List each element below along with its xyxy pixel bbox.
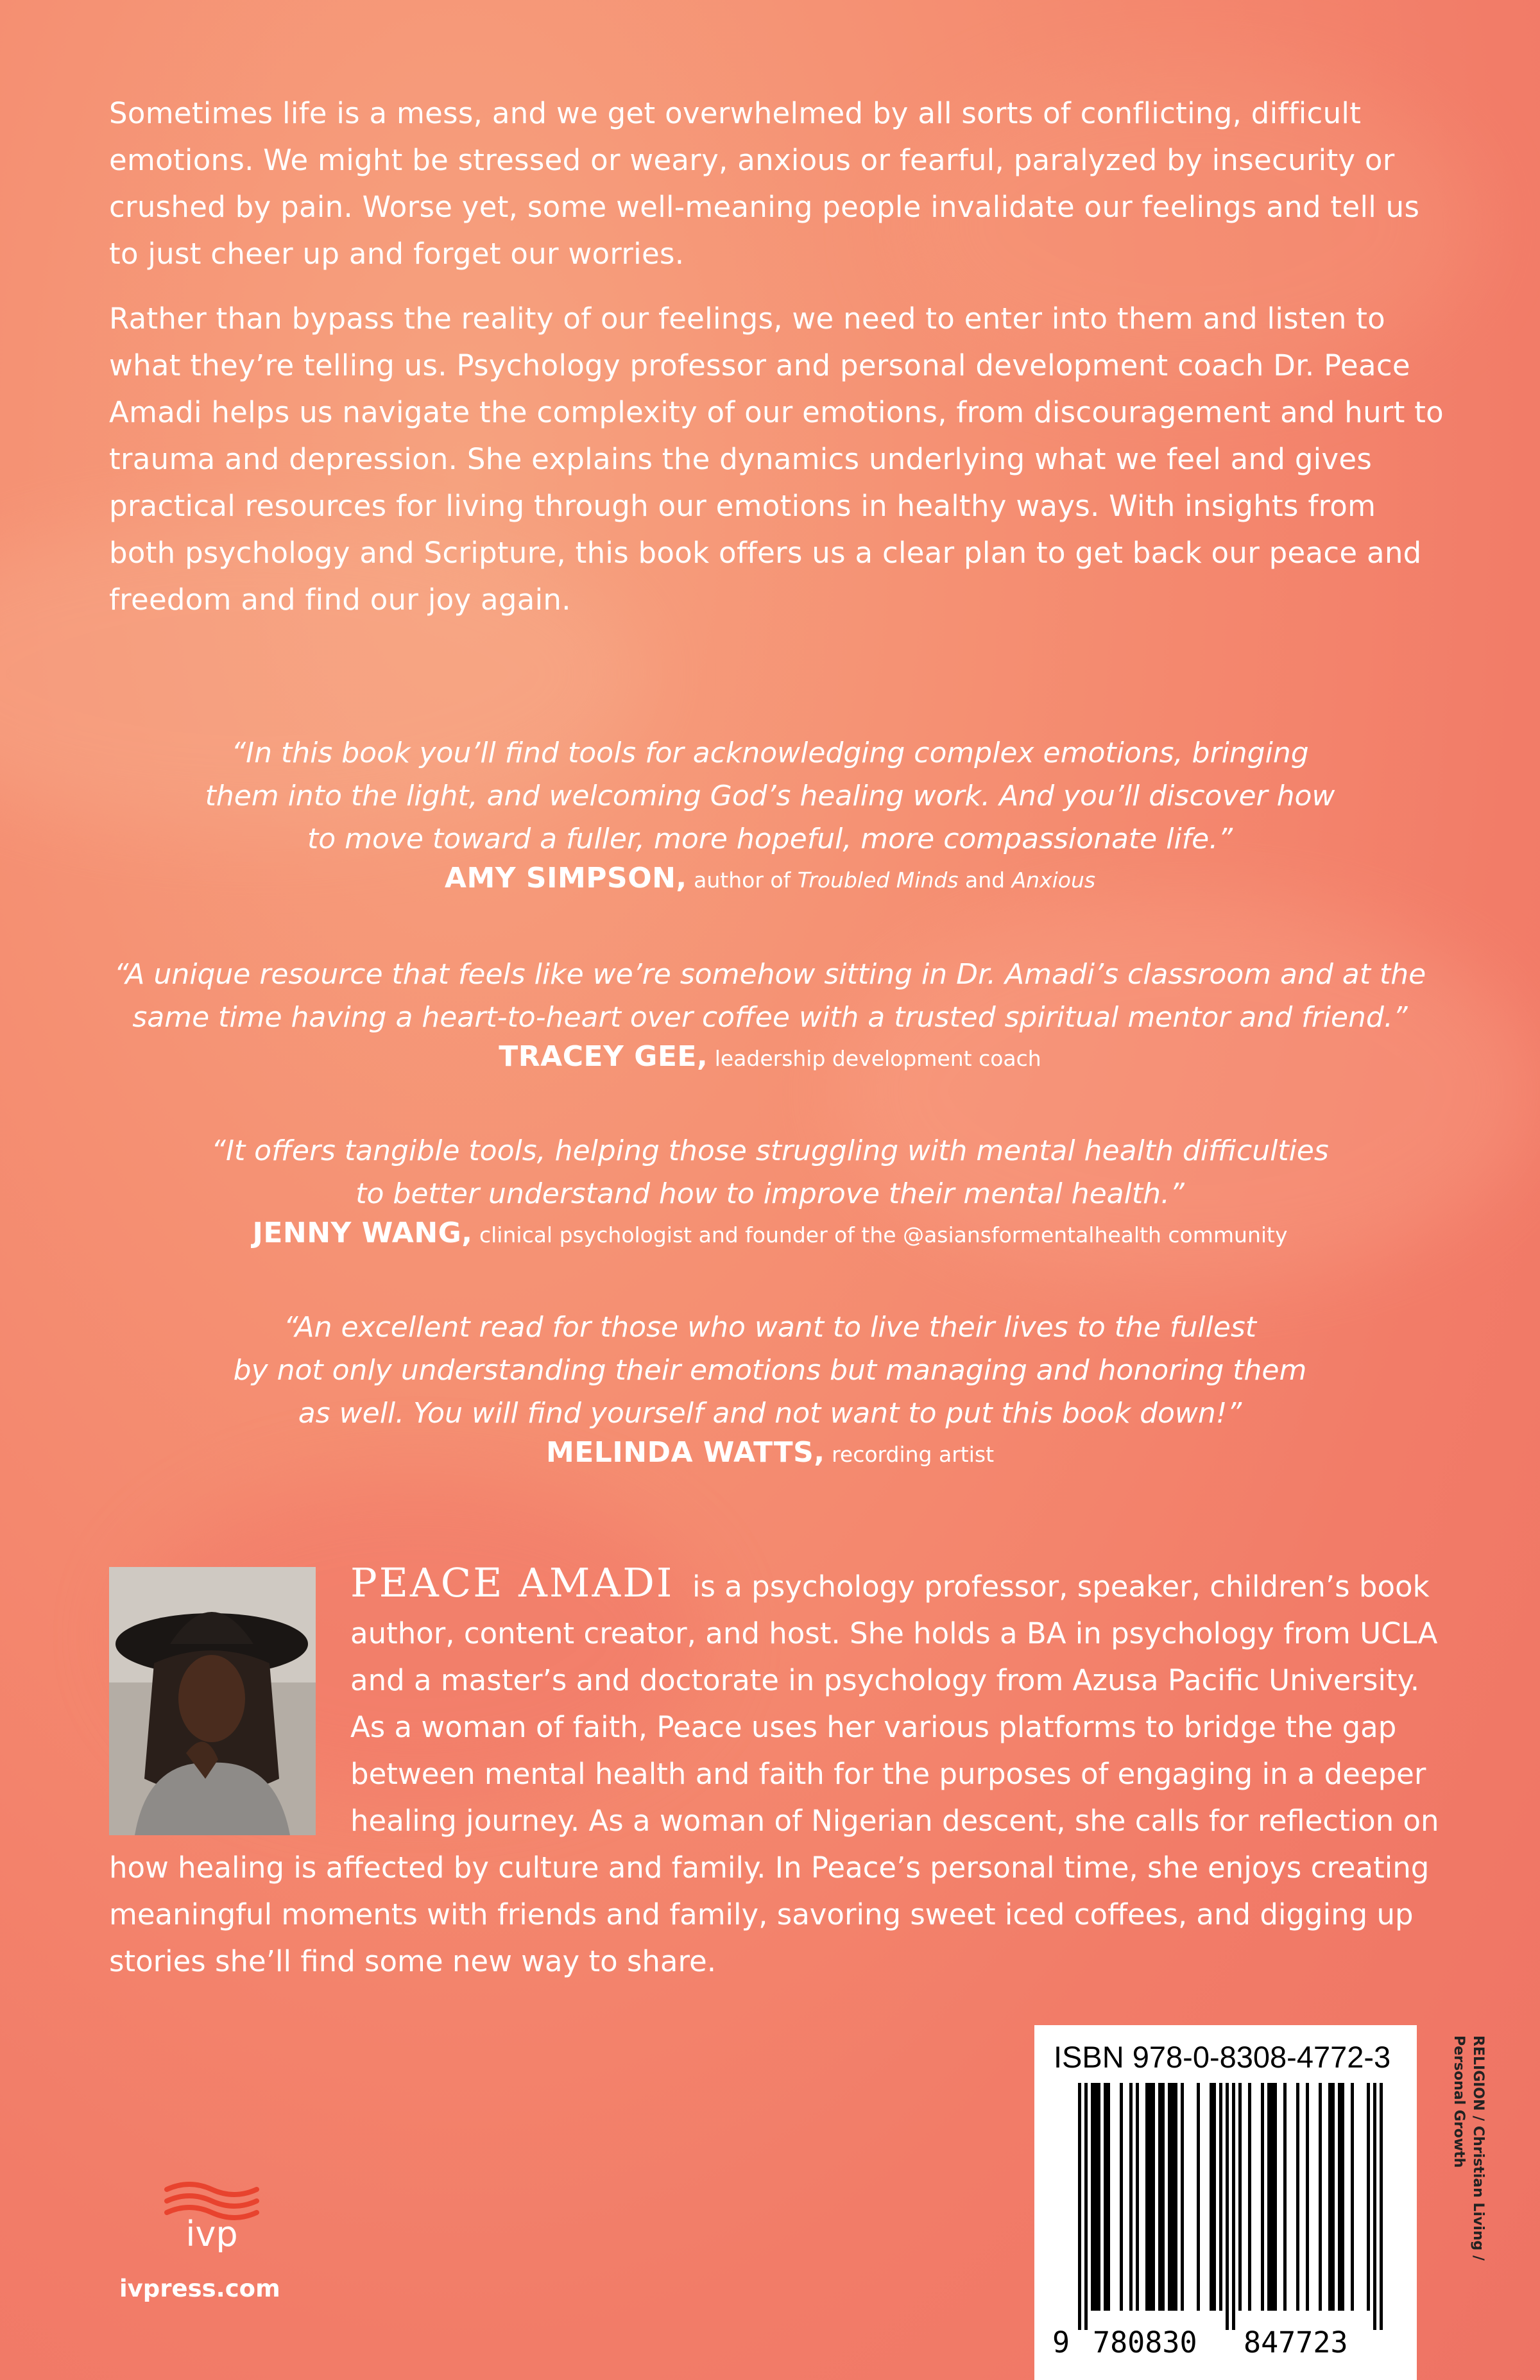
bisac-category: RELIGION / Christian Living / Personal Growth: [1451, 2035, 1486, 2261]
barcode-bar: [1129, 2083, 1133, 2311]
barcode-bar: [1097, 2083, 1100, 2311]
barcode-bar: [1367, 2083, 1370, 2311]
description-paragraph-2: Rather than bypass the reality of our feelings, we need to enter into them and listen to what they’re telling us. Psychology professor and personal development coach Dr. Peace Amadi helps us navigate the complexity of our emotions, from discouragement and hurt to trauma and depression. She explains the dynamics underlying what we feel and gives practical resources for living through our emotions in healthy ways. With insights from both psychology and Scripture, this book offers us a clear plan to get back our peace and freedom and find our joy again.: [109, 302, 1444, 617]
author-name: PEACE AMADI: [350, 1559, 674, 1606]
barcode-bar: [1091, 2083, 1094, 2311]
barcode-bar: [1232, 2083, 1235, 2330]
barcode-bar: [1107, 2083, 1110, 2311]
barcode-bar: [1120, 2083, 1123, 2311]
barcode-bar: [1161, 2083, 1165, 2311]
ivp-logo: [154, 2175, 282, 2255]
endorser-role: leadership development coach: [714, 1046, 1041, 1071]
description-paragraph-1: Sometimes life is a mess, and we get overwhelmed by all sorts of conflicting, difficult emotions. We might be stressed or weary, anxious or fearful, paralyzed by insecurity or crushed by pain. Worse yet, some well-meaning people invalidate our feelings and tell us to just cheer up and forget our worries.: [109, 96, 1420, 271]
barcode-bar: [1261, 2083, 1264, 2311]
endorsement-attribution: [64, 1215, 1476, 1253]
endorsement: [64, 953, 1476, 1077]
barcode-bar: [1380, 2083, 1383, 2330]
book-title: Troubled Minds: [797, 868, 959, 893]
endorsement-quote: “An excellent read for those who want to live their lives to the fullest by not only understanding their emotions but managing and honoring them as well. You will find yourself and not want to put this book down!”: [233, 1311, 1307, 1430]
barcode-bar: [1149, 2083, 1152, 2311]
barcode-bar: [1351, 2083, 1354, 2311]
endorsement-quote: “A unique resource that feels like we’re somehow sitting in Dr. Amadi’s classroom and at the same time having a heart-to-heart over coffee with a trusted spiritual mentor and friend.”: [114, 958, 1426, 1034]
barcode-bar: [1136, 2083, 1139, 2311]
barcode-bar: [1270, 2083, 1274, 2311]
endorsement-quote: “In this book you’ll find tools for acknowledging complex emotions, bringing them into the light, and welcoming God’s healing work. And you’ll discover how to move toward a fuller, more hopeful, more compassionate life.”: [205, 737, 1335, 855]
barcode-digit-group: 9: [1052, 2325, 1070, 2359]
endorser-name: TRACEY GEE,: [499, 1040, 708, 1073]
barcode-bar: [1219, 2083, 1222, 2311]
barcode-bar: [1319, 2083, 1322, 2311]
barcode-bar: [1238, 2083, 1242, 2311]
endorsement-attribution: [64, 1039, 1476, 1077]
endorsement: [64, 732, 1476, 898]
barcode-bar: [1210, 2083, 1213, 2311]
barcode-bar: [1104, 2083, 1107, 2311]
endorser-role: clinical psychologist and founder of the @asiansformentalhealth community: [479, 1222, 1288, 1247]
barcode-bar: [1296, 2083, 1299, 2311]
isbn-barcode: [1034, 2025, 1417, 2380]
barcode-bar: [1168, 2083, 1171, 2311]
barcode-bar: [1145, 2083, 1149, 2311]
endorser-name: AMY SIMPSON,: [444, 862, 687, 895]
barcode-bar: [1158, 2083, 1161, 2311]
endorser-role: recording artist: [832, 1442, 995, 1467]
author-bio: PEACE AMADI is a psychology professor, speaker, children’s book author, content creator, and host. She holds a BA in psychology from UCLA and a master’s and doctorate in psychology from Azusa Pacific University. As a woman of faith, Peace uses her various platforms to bridge the gap between mental health and faith for the purposes of engaging in a deeper healing journey. As a woman of Nigerian descent, she calls for reflection on how healing is affected by culture and family. In Peace’s personal time, she enjoys creating meaningful moments with friends and family, savoring sweet iced coffees, and digging up stories she’ll find some new way to share.: [109, 1559, 1439, 1978]
barcode-digit-group: 847723: [1244, 2325, 1348, 2359]
endorser-name: JENNY WANG,: [252, 1217, 473, 1249]
barcode-bar: [1078, 2083, 1081, 2330]
barcode-bar: [1226, 2083, 1229, 2330]
barcode-bar: [1197, 2083, 1200, 2311]
barcode-bar: [1328, 2083, 1331, 2311]
barcode-bar: [1373, 2083, 1376, 2330]
book-title: Anxious: [1011, 868, 1096, 893]
barcode-bar: [1094, 2083, 1097, 2311]
endorsement-attribution: [64, 1435, 1476, 1473]
publisher-url[interactable]: ivpress.com: [119, 2275, 280, 2302]
barcode-bar: [1331, 2083, 1335, 2311]
endorsement-quote: “It offers tangible tools, helping those struggling with mental health difficulties to better understand how to improve their mental health.”: [211, 1134, 1329, 1210]
barcode-digit-group: 780830: [1093, 2325, 1197, 2359]
barcode-bar: [1171, 2083, 1174, 2311]
barcode-bar: [1084, 2083, 1088, 2330]
barcode-bar: [1306, 2083, 1309, 2311]
barcode-bar: [1341, 2083, 1344, 2311]
endorsement: [64, 1129, 1476, 1253]
endorser-name: MELINDA WATTS,: [545, 1436, 825, 1469]
barcode-bars: [1034, 2083, 1417, 2336]
isbn-label: ISBN 978-0-8308-4772-3: [1054, 2040, 1391, 2074]
barcode-bar: [1174, 2083, 1177, 2311]
barcode-bar: [1267, 2083, 1270, 2311]
barcode-bar: [1283, 2083, 1287, 2311]
barcode-bar: [1152, 2083, 1155, 2311]
endorsement: [64, 1306, 1476, 1473]
endorsement-attribution: AMY SIMPSON, author of Troubled Minds and Anxious: [444, 862, 1096, 895]
barcode-bar: [1338, 2083, 1341, 2311]
barcode-bar: [1248, 2083, 1251, 2311]
barcode-bar: [1181, 2083, 1184, 2311]
barcode-bar: [1274, 2083, 1277, 2311]
barcode-bar: [1213, 2083, 1216, 2311]
logo-text: ivp: [185, 2214, 238, 2252]
